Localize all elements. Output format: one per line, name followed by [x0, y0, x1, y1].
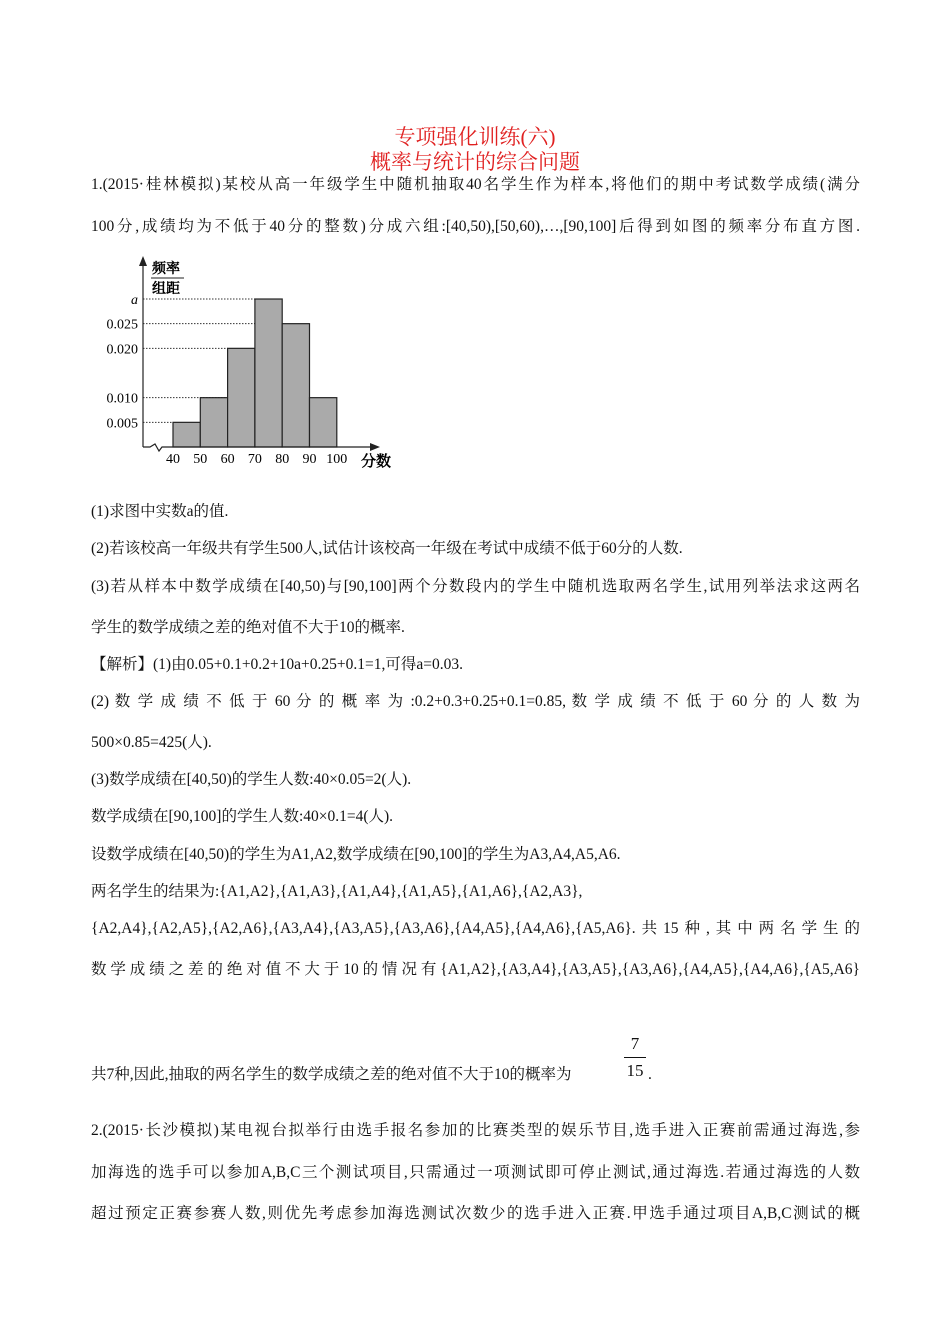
q1-part3: 学生的数学成绩之差的绝对值不大于10的概率.	[91, 619, 405, 636]
y-tick-label: a	[131, 293, 138, 309]
y-tick-label: 0.020	[106, 342, 138, 358]
q1-text: 1.(2015·桂林模拟)某校从高一年级学生中随机抽取40名学生作为样本,将他们的期中考试数学成绩(满分	[91, 176, 860, 193]
q2-text: 超过预定正赛参赛人数,则优先考虑参加海选测试次数少的选手进入正赛.甲选手通过项目A,B,C测试的概	[91, 1205, 860, 1222]
y-tick-label: 0.010	[106, 391, 138, 407]
x-tick-label: 50	[193, 452, 208, 467]
histogram-bar	[200, 398, 227, 447]
histogram-bar	[310, 398, 337, 447]
histogram-bar	[173, 422, 200, 447]
histogram-bar	[282, 324, 309, 447]
solution-3: 数学成绩之差的绝对值不大于10的情况有{A1,A2},{A3,A4},{A3,A5},{A3,A6},{A4,A5},{A4,A6},{A5,A6}	[91, 961, 860, 978]
solution-2: 500×0.85=425(人).	[91, 734, 212, 751]
y-axis-label-bottom: 组距	[152, 281, 180, 297]
x-tick-label: 40	[166, 452, 180, 467]
histogram-chart	[0, 0, 950, 480]
fraction	[624, 1034, 646, 1081]
doc-title: 专项强化训练(六)	[394, 125, 556, 149]
fraction-numerator: 7	[630, 1034, 640, 1053]
x-axis-arrow-icon	[370, 443, 380, 451]
q1-part3: (3)若从样本中数学成绩在[40,50)与[90,100]两个分数段内的学生中随机选取两名学生,试用列举法求这两名	[91, 578, 860, 595]
histogram-bar	[255, 299, 282, 447]
fraction-denominator: 15	[626, 1061, 644, 1080]
y-tick-label: 0.025	[106, 317, 138, 333]
solution-3: {A2,A4},{A2,A5},{A2,A6},{A3,A4},{A3,A5},{A3,A6},{A4,A5},{A4,A6},{A5,A6}.共15种,其中两名学生的	[91, 920, 860, 937]
q2-text: 加海选的选手可以参加A,B,C三个测试项目,只需通过一项测试即可停止测试,通过海选.若通过海选的人数	[91, 1164, 860, 1181]
q1-part1: (1)求图中实数a的值.	[91, 503, 229, 520]
x-tick-label: 80	[275, 452, 290, 467]
q1-part2: (2)若该校高一年级共有学生500人,试估计该校高一年级在考试中成绩不低于60分的人数.	[91, 540, 683, 557]
solution-3: (3)数学成绩在[40,50)的学生人数:40×0.05=2(人).	[91, 771, 412, 788]
y-axis-label-top: 频率	[152, 261, 180, 277]
solution-3: 共7种,因此,抽取的两名学生的数学成绩之差的绝对值不大于10的概率为	[91, 1066, 572, 1083]
solution-3: 数学成绩在[90,100]的学生人数:40×0.1=4(人).	[91, 808, 394, 825]
x-tick-label: 100	[326, 452, 348, 467]
doc-subtitle: 概率与统计的综合问题	[370, 150, 580, 174]
y-axis-arrow-icon	[139, 256, 147, 266]
solution-1: 【解析】(1)由0.05+0.1+0.2+10a+0.25+0.1=1,可得a=0.03.	[91, 656, 464, 673]
x-tick-label: 60	[220, 452, 235, 467]
q2-text: 2.(2015·长沙模拟)某电视台拟举行由选手报名参加的比赛类型的娱乐节目,选手进入正赛前需通过海选,参	[91, 1122, 860, 1139]
solution-2: (2) 数 学 成 绩 不 低 于 60 分 的 概 率 为 :0.2+0.3+0.25+0.1=0.85, 数 学 成 绩 不 低 于 60 分 的 人 数 为	[91, 693, 860, 710]
period: .	[648, 1066, 652, 1083]
x-tick-label: 70	[247, 452, 262, 467]
solution-3: 设数学成绩在[40,50)的学生为A1,A2,数学成绩在[90,100]的学生为A3,A4,A5,A6.	[91, 846, 621, 863]
x-tick-label: 90	[302, 452, 317, 467]
x-axis-label: 分数	[360, 452, 392, 470]
q1-text: 100分,成绩均为不低于40分的整数)分成六组:[40,50),[50,60),…,[90,100]后得到如图的频率分布直方图.	[91, 218, 860, 235]
histogram-bar	[228, 348, 255, 447]
solution-3: 两名学生的结果为:{A1,A2},{A1,A3},{A1,A4},{A1,A5},{A1,A6},{A2,A3},	[91, 883, 583, 900]
y-tick-label: 0.005	[106, 416, 138, 432]
